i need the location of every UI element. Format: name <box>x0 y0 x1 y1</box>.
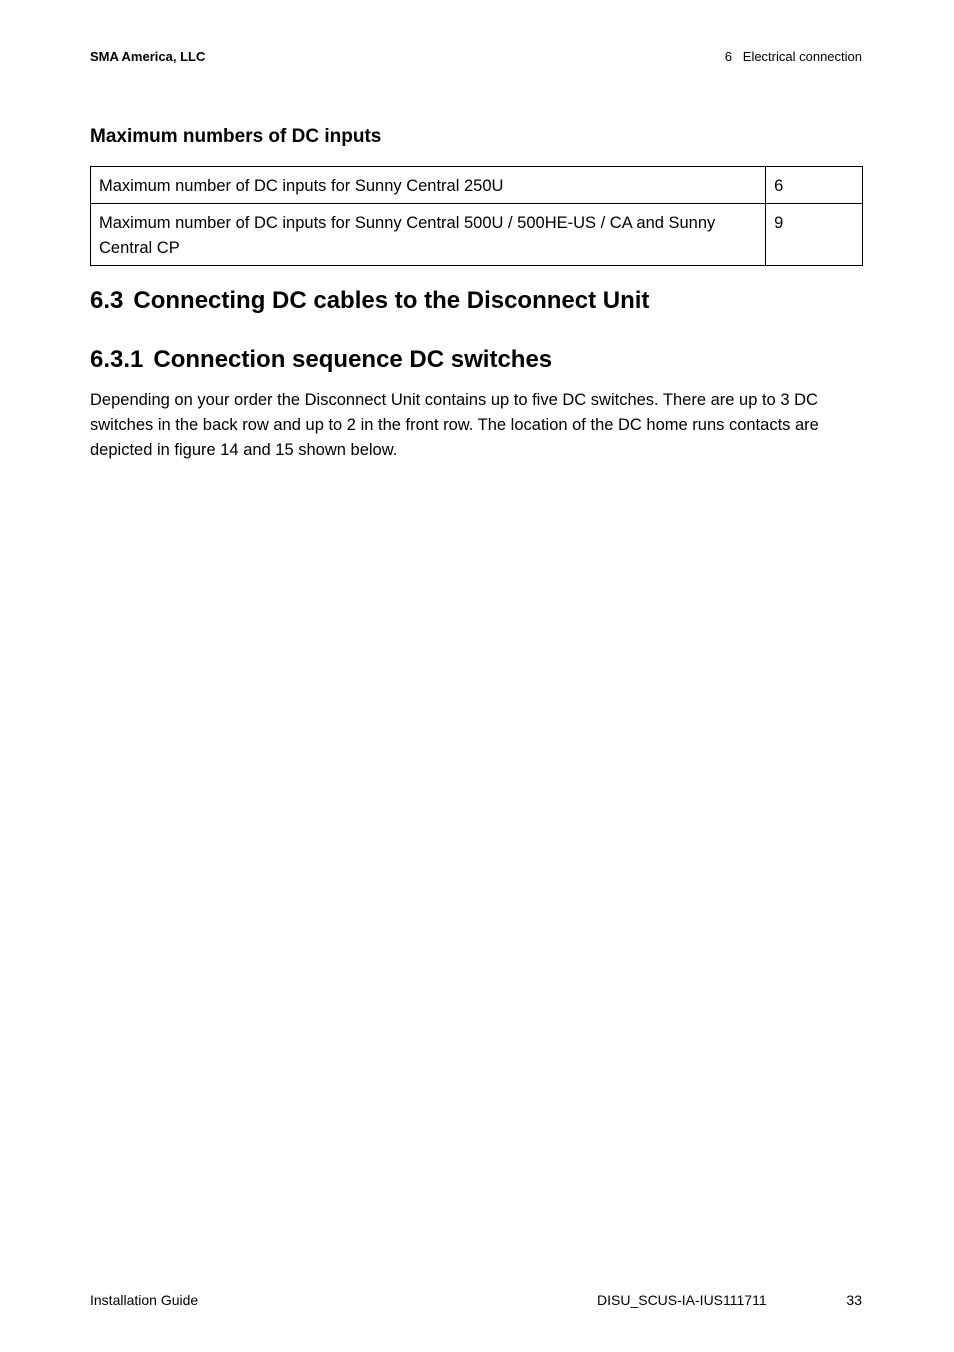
footer-doc-id: DISU_SCUS-IA-IUS111711 <box>597 1292 767 1308</box>
subsection-number: 6.3.1 <box>90 346 144 373</box>
dc-inputs-title: Maximum numbers of DC inputs <box>90 126 382 147</box>
dc-inputs-table <box>90 166 863 266</box>
table-cell-value: 9 <box>766 204 863 266</box>
footer-doc-type: Installation Guide <box>90 1292 199 1308</box>
subsection-heading <box>90 346 552 374</box>
body-paragraph: Depending on your order the Disconnect Unit contains up to five DC switches. There are up to 3 DC switches in the back row and up to 2 in the front row. The location of the DC home runs contacts are depicted in figure 14 and 15 shown below. <box>90 391 819 459</box>
table-cell-value: 6 <box>766 167 863 204</box>
table-cell-label: Maximum number of DC inputs for Sunny Central 500U / 500HE-US / CA and Sunny Central CP <box>91 204 766 266</box>
table-row <box>91 167 863 204</box>
section-title: Connecting DC cables to the Disconnect Unit <box>133 287 650 314</box>
section-heading <box>90 287 649 315</box>
table-row <box>91 204 863 266</box>
section-number: 6.3 <box>90 287 124 314</box>
header-chapter: 6 Electrical connection <box>724 49 862 64</box>
header-company: SMA America, LLC <box>90 49 206 64</box>
subsection-title: Connection sequence DC switches <box>153 346 553 373</box>
footer-page-number: 33 <box>846 1292 862 1308</box>
table-cell-label: Maximum number of DC inputs for Sunny Central 250U <box>91 167 766 204</box>
